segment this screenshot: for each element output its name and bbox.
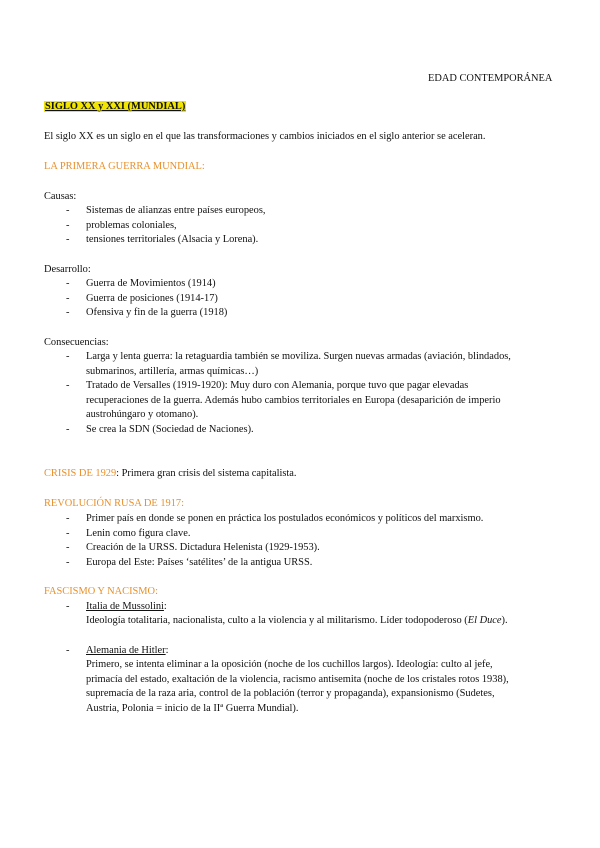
alemania-title: Alemania de Hitler — [86, 645, 166, 656]
fascismo-colon: : — [155, 586, 158, 597]
bullet-dash: - — [66, 307, 70, 318]
list-item: Creación de la URSS. Dictadura Helenista (1929-1953). — [86, 542, 320, 553]
bullet-dash: - — [66, 351, 70, 362]
desarrollo-label: Desarrollo: — [44, 264, 91, 275]
fascismo-heading-line — [44, 585, 158, 600]
alemania-line: primacía del estado, exaltación de la violencia, racismo antisemita (noche de los cristales rotos 1938), — [86, 674, 509, 685]
list-item: Guerra de posiciones (1914-17) — [86, 293, 218, 304]
bullet-dash: - — [66, 513, 70, 524]
list-item: Ofensiva y fin de la guerra (1918) — [86, 307, 228, 318]
italia-title: Italia de Mussolini — [86, 601, 164, 612]
bullet-dash: - — [66, 278, 70, 289]
list-item: problemas coloniales, — [86, 220, 177, 231]
italia-end: ). — [501, 615, 508, 626]
italia-em: El Duce — [467, 615, 502, 626]
list-item-cont: submarinos, artillería, armas químicas…) — [86, 366, 259, 377]
bullet-dash: - — [66, 293, 70, 304]
ww1-heading: LA PRIMERA GUERRA MUNDIAL: — [44, 161, 205, 172]
rusa-heading: REVOLUCIÓN RUSA DE 1917 — [44, 498, 182, 509]
bullet-dash: - — [66, 220, 70, 231]
italia-colon: : — [163, 601, 167, 612]
bullet-dash: - — [66, 542, 70, 553]
alemania-title-line — [86, 644, 169, 659]
list-item-cont: recuperaciones de la guerra. Además hubo cambios territoriales en Europa (desaparición de imperio — [86, 395, 501, 406]
rusa-colon: : — [181, 498, 184, 509]
bullet-dash: - — [66, 528, 70, 539]
list-item: Se crea la SDN (Sociedad de Naciones). — [86, 424, 254, 435]
consecuencias-label: Consecuencias: — [44, 337, 109, 348]
bullet-dash: - — [66, 424, 70, 435]
list-item: Sistemas de alianzas entre países europeos, — [86, 205, 266, 216]
list-item: Primer país en donde se ponen en práctica los postulados económicos y políticos del marxismo. — [86, 513, 484, 524]
causas-label: Causas: — [44, 191, 77, 202]
list-item: Guerra de Movimientos (1914) — [86, 278, 216, 289]
crisis-line — [44, 467, 297, 482]
section-title — [44, 100, 186, 115]
intro-paragraph: El siglo XX es un siglo en el que las transformaciones y cambios iniciados en el siglo anterior se aceleran. — [44, 131, 486, 142]
italia-text-line — [86, 614, 508, 629]
bullet-dash: - — [66, 557, 70, 568]
page-header: EDAD CONTEMPORÁNEA — [428, 73, 553, 84]
crisis-text: : Primera gran crisis del sistema capitalista. — [116, 468, 297, 479]
rusa-heading-line — [44, 497, 184, 512]
section-title-text: SIGLO XX y XXI (MUNDIAL) — [45, 101, 186, 112]
bullet-dash: - — [66, 234, 70, 245]
fascismo-heading: FASCISMO Y NACISMO — [44, 586, 156, 597]
italia-title-line — [86, 600, 167, 615]
alemania-line: Austria, Polonia = inicio de la IIª Guerra Mundial). — [86, 703, 299, 714]
list-item: Lenin como figura clave. — [86, 528, 191, 539]
alemania-colon: : — [165, 645, 169, 656]
bullet-dash: - — [66, 205, 70, 216]
bullet-dash: - — [66, 601, 70, 612]
alemania-line: supremacía de la raza aria, control de la población (terror y propaganda), expansionismo (Sudetes, — [86, 688, 495, 699]
list-item: Europa del Este: Países ‘satélites’ de la antigua URSS. — [86, 557, 313, 568]
bullet-dash: - — [66, 645, 70, 656]
bullet-dash: - — [66, 380, 70, 391]
list-item: Tratado de Versalles (1919-1920): Muy duro con Alemania, porque tuvo que pagar elevadas — [86, 380, 469, 391]
list-item: Larga y lenta guerra: la retaguardia también se moviliza. Surgen nuevas armadas (aviación, blindados, — [86, 351, 511, 362]
italia-text: Ideología totalitaria, nacionalista, culto a la violencia y al militarismo. Líder todopoderoso ( — [86, 615, 468, 626]
list-item: tensiones territoriales (Alsacia y Lorena). — [86, 234, 259, 245]
alemania-line: Primero, se intenta eliminar a la oposición (noche de los cuchillos largos). Ideología: culto al jefe, — [86, 659, 493, 670]
crisis-heading: CRISIS DE 1929 — [44, 468, 117, 479]
list-item-cont: austrohúngaro y otomano). — [86, 409, 199, 420]
